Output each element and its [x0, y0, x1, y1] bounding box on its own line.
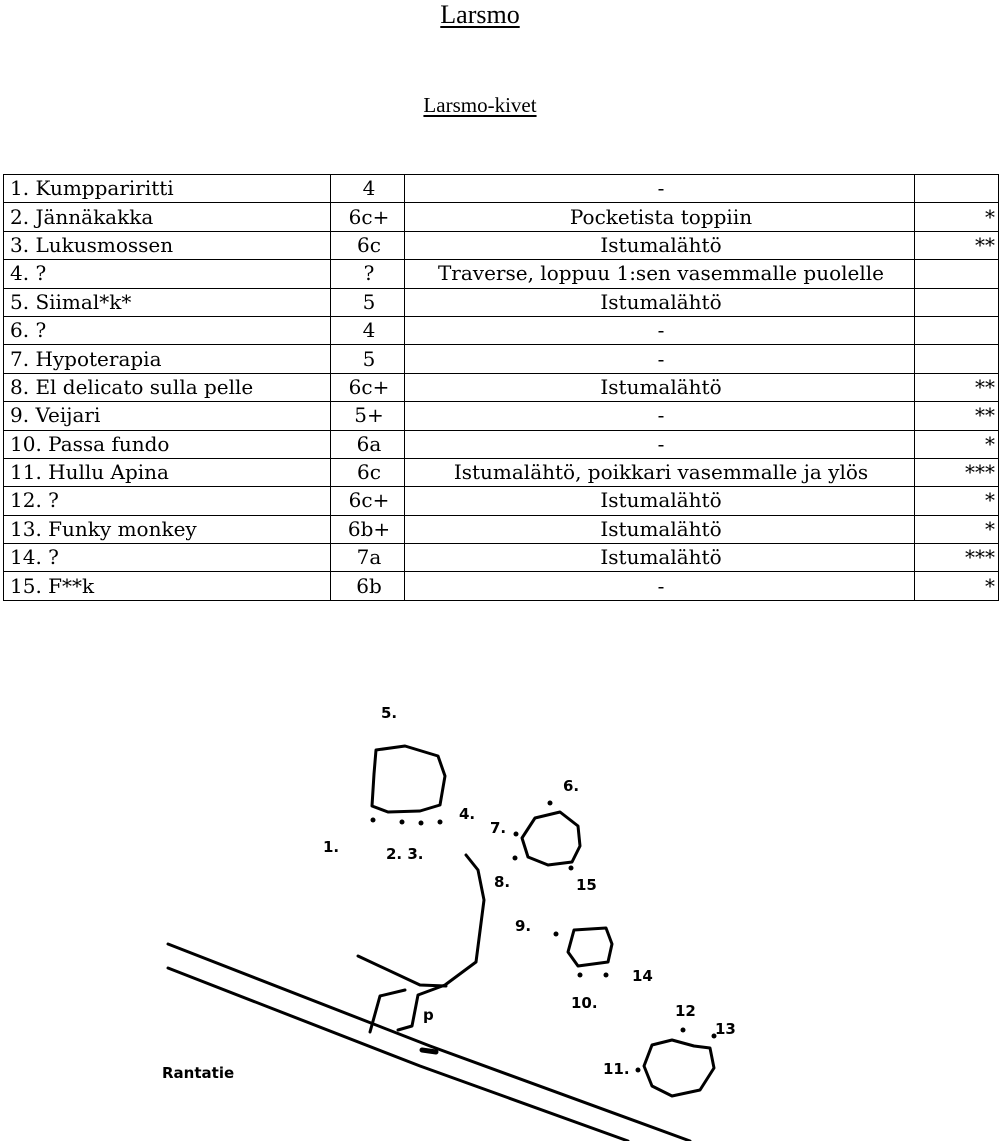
table-row [4, 544, 999, 572]
route-note-cell: Istumalähtö, poikkari vasemmalle ja ylös [405, 458, 915, 486]
map-label-parking: p [423, 1006, 434, 1024]
route-grade-cell: 6b [331, 572, 405, 600]
route-name-cell: 8. El delicato sulla pelle [4, 373, 331, 401]
map-label-12: 12 [675, 1002, 696, 1020]
route-grade-cell: 6c+ [331, 487, 405, 515]
route-stars-cell [915, 345, 999, 373]
road-edge-top [168, 944, 690, 1141]
route-note-cell: Istumalähtö [405, 515, 915, 543]
route-note-cell: - [405, 316, 915, 344]
boulder-6-outline [522, 812, 580, 865]
route-name-cell: 15. F**k [4, 572, 331, 600]
route-stars-cell: ** [915, 402, 999, 430]
route-stars-cell: * [915, 572, 999, 600]
map-label-9: 9. [515, 917, 532, 935]
table-row [4, 175, 999, 203]
route-grade-cell: 6c [331, 458, 405, 486]
table-row [4, 572, 999, 600]
route-name-cell: 9. Veijari [4, 402, 331, 430]
table-row [4, 345, 999, 373]
route-grade-cell: 5 [331, 288, 405, 316]
route-stars-cell: * [915, 515, 999, 543]
route-grade-cell: ? [331, 260, 405, 288]
route-stars-cell: ** [915, 373, 999, 401]
route-name-cell: 10. Passa fundo [4, 430, 331, 458]
route-name-cell: 12. ? [4, 487, 331, 515]
parking-marker [422, 1050, 436, 1052]
route-stars-cell [915, 260, 999, 288]
document-title: Larsmo [440, 0, 520, 29]
route-note-cell: - [405, 572, 915, 600]
route-stars-cell: ** [915, 231, 999, 259]
map-label-2-3: 2. 3. [386, 845, 424, 863]
road-edge-bottom [168, 968, 628, 1141]
route-note-cell: Istumalähtö [405, 288, 915, 316]
access-path-right [398, 855, 484, 1030]
document-subtitle: Larsmo-kivet [423, 93, 537, 117]
map-label-6: 6. [563, 777, 580, 795]
map-label-road: Rantatie [162, 1064, 235, 1082]
route-stars-cell: *** [915, 544, 999, 572]
route-grade-cell: 6c+ [331, 373, 405, 401]
map-label-8: 8. [494, 873, 511, 891]
route-name-cell: 7. Hypoterapia [4, 345, 331, 373]
route-name-cell: 11. Hullu Apina [4, 458, 331, 486]
route-grade-cell: 5 [331, 345, 405, 373]
map-label-5: 5. [381, 704, 398, 722]
table-row [4, 487, 999, 515]
route-grade-cell: 6c+ [331, 203, 405, 231]
boulder-11-outline [644, 1040, 714, 1096]
route-stars-cell: * [915, 203, 999, 231]
map-label-15: 15 [576, 876, 597, 894]
route-grade-cell: 7a [331, 544, 405, 572]
table-row [4, 260, 999, 288]
route-stars-cell [915, 288, 999, 316]
route-name-cell: 13. Funky monkey [4, 515, 331, 543]
route-note-cell: Traverse, loppuu 1:sen vasemmalle puolelle [405, 260, 915, 288]
table-row [4, 288, 999, 316]
route-grade-cell: 4 [331, 175, 405, 203]
map-label-4: 4. [459, 805, 476, 823]
route-stars-cell [915, 175, 999, 203]
table-row [4, 402, 999, 430]
map-label-1: 1. [323, 838, 340, 856]
table-row [4, 373, 999, 401]
boulder-map [0, 680, 960, 1141]
map-label-7: 7. [490, 819, 507, 837]
route-note-cell: Istumalähtö [405, 544, 915, 572]
table-row [4, 231, 999, 259]
map-label-10: 10. [571, 994, 598, 1012]
route-stars-cell: * [915, 430, 999, 458]
boulder-9-outline [568, 928, 612, 966]
access-path-left [358, 956, 446, 986]
routes-table-body [4, 175, 999, 601]
route-note-cell: - [405, 175, 915, 203]
route-name-cell: 1. Kumppariritti [4, 175, 331, 203]
route-name-cell: 2. Jännäkakka [4, 203, 331, 231]
route-note-cell: - [405, 430, 915, 458]
route-name-cell: 5. Siimal*k* [4, 288, 331, 316]
route-stars-cell: *** [915, 458, 999, 486]
route-grade-cell: 6c [331, 231, 405, 259]
route-grade-cell: 6b+ [331, 515, 405, 543]
route-stars-cell: * [915, 487, 999, 515]
routes-table [3, 174, 999, 601]
route-note-cell: - [405, 402, 915, 430]
route-name-cell: 6. ? [4, 316, 331, 344]
route-note-cell: - [405, 345, 915, 373]
table-row [4, 203, 999, 231]
boulder-5-outline [372, 746, 445, 812]
table-row [4, 430, 999, 458]
route-name-cell: 14. ? [4, 544, 331, 572]
route-note-cell: Istumalähtö [405, 373, 915, 401]
map-label-14: 14 [632, 967, 653, 985]
route-note-cell: Istumalähtö [405, 487, 915, 515]
route-grade-cell: 4 [331, 316, 405, 344]
route-note-cell: Pocketista toppiin [405, 203, 915, 231]
route-stars-cell [915, 316, 999, 344]
table-row [4, 515, 999, 543]
route-grade-cell: 6a [331, 430, 405, 458]
table-row [4, 316, 999, 344]
map-label-11: 11. [603, 1060, 630, 1078]
route-note-cell: Istumalähtö [405, 231, 915, 259]
route-name-cell: 3. Lukusmossen [4, 231, 331, 259]
route-grade-cell: 5+ [331, 402, 405, 430]
map-label-13: 13 [715, 1020, 736, 1038]
table-row [4, 458, 999, 486]
route-name-cell: 4. ? [4, 260, 331, 288]
